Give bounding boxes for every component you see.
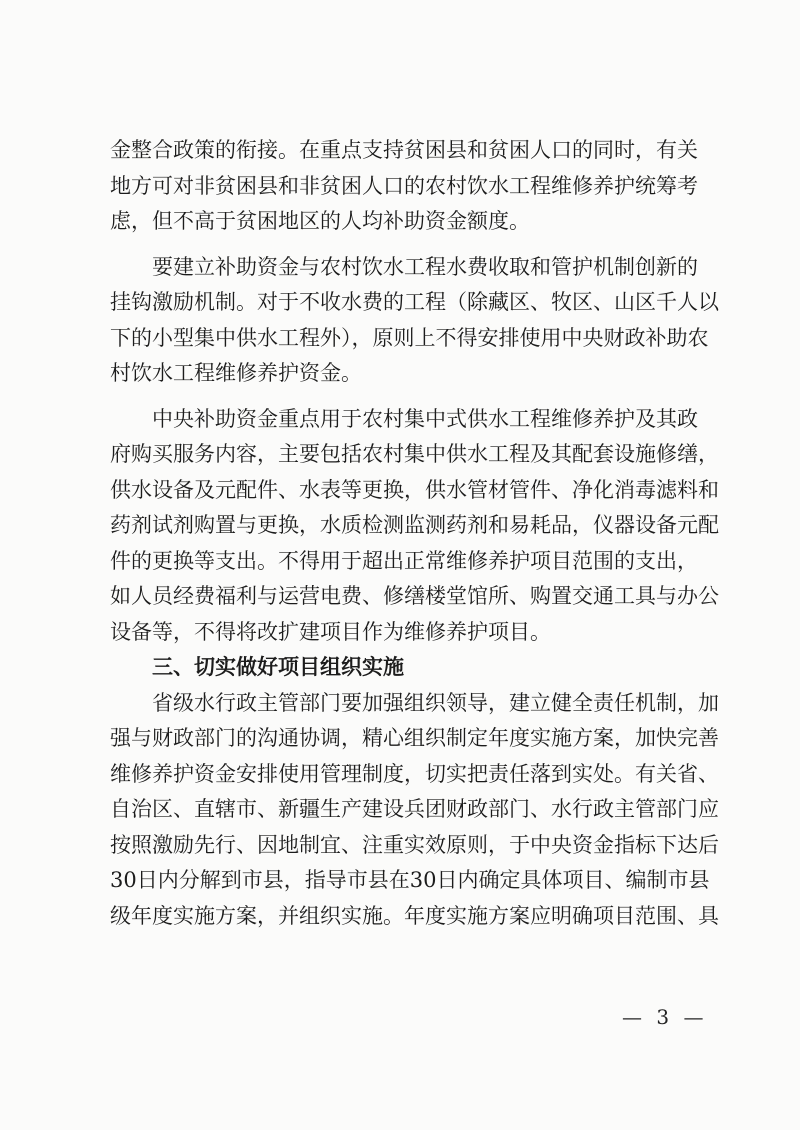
text-line: 如人员经费福利与运营电费、修缮楼堂馆所、购置交通工具与办公 bbox=[110, 584, 719, 608]
text-line: 级年度实施方案，并组织实施。年度实施方案应明确项目范围、具 bbox=[110, 903, 719, 928]
text-line: 自治区、直辖市、新疆生产建设兵团财政部门、水行政主管部门应 bbox=[110, 797, 719, 821]
paragraph-2 bbox=[110, 250, 719, 392]
text-line: 强与财政部门的沟通协调，精心组织制定年度实施方案，加快完善 bbox=[110, 726, 719, 750]
text-line: 中央补助资金重点用于农村集中式供水工程维修养护及其政 bbox=[152, 406, 698, 431]
text-line: 省级水行政主管部门要加强组织领导，建立健全责任机制，加 bbox=[152, 690, 719, 715]
text-line: 下的小型集中供水工程外），原则上不得安排使用中央财政补助农 bbox=[110, 325, 709, 350]
text-line: 金整合政策的衔接。在重点支持贫困县和贫困人口的同时，有关 bbox=[110, 138, 698, 162]
text-line: 挂钩激励机制。对于不收水费的工程（除藏区、牧区、山区千人以 bbox=[110, 290, 719, 314]
text-line: 30日内分解到市县，指导市县在30日内确定具体项目、编制市县 bbox=[110, 868, 710, 892]
paragraph-1 bbox=[110, 133, 698, 240]
text-line: 件的更换等支出。不得用于超出正常维修养护项目范围的支出， bbox=[110, 548, 698, 573]
text-line: 地方可对非贫困县和非贫困人口的农村饮水工程维修养护统筹考 bbox=[110, 173, 698, 198]
text-line: 药剂试剂购置与更换，水质检测监测药剂和易耗品，仪器设备元配 bbox=[110, 513, 719, 537]
text-line: 设备等，不得将改扩建项目作为维修养护项目。 bbox=[110, 619, 551, 644]
text-line: 供水设备及元配件、水表等更换，供水管材管件、净化消毒滤料和 bbox=[110, 477, 719, 502]
document-body bbox=[110, 133, 719, 934]
text-line: 按照激励先行、因地制宜、注重实效原则，于中央资金指标下达后 bbox=[110, 832, 719, 857]
paragraph-3 bbox=[110, 402, 719, 651]
text-line: 虑，但不高于贫困地区的人均补助资金额度。 bbox=[110, 209, 530, 233]
page-number: — 3 — bbox=[622, 1005, 708, 1029]
text-line: 府购买服务内容，主要包括农村集中供水工程及其配套设施修缮， bbox=[110, 442, 719, 466]
paragraph-4 bbox=[110, 686, 719, 935]
section-heading: 三、切实做好项目组织实施 bbox=[152, 655, 404, 679]
text-line: 要建立补助资金与农村饮水工程水费收取和管护机制创新的 bbox=[152, 254, 698, 279]
text-line: 维修养护资金安排使用管理制度，切实把责任落到实处。有关省、 bbox=[110, 761, 719, 786]
text-line: 村饮水工程维修养护资金。 bbox=[110, 361, 362, 385]
